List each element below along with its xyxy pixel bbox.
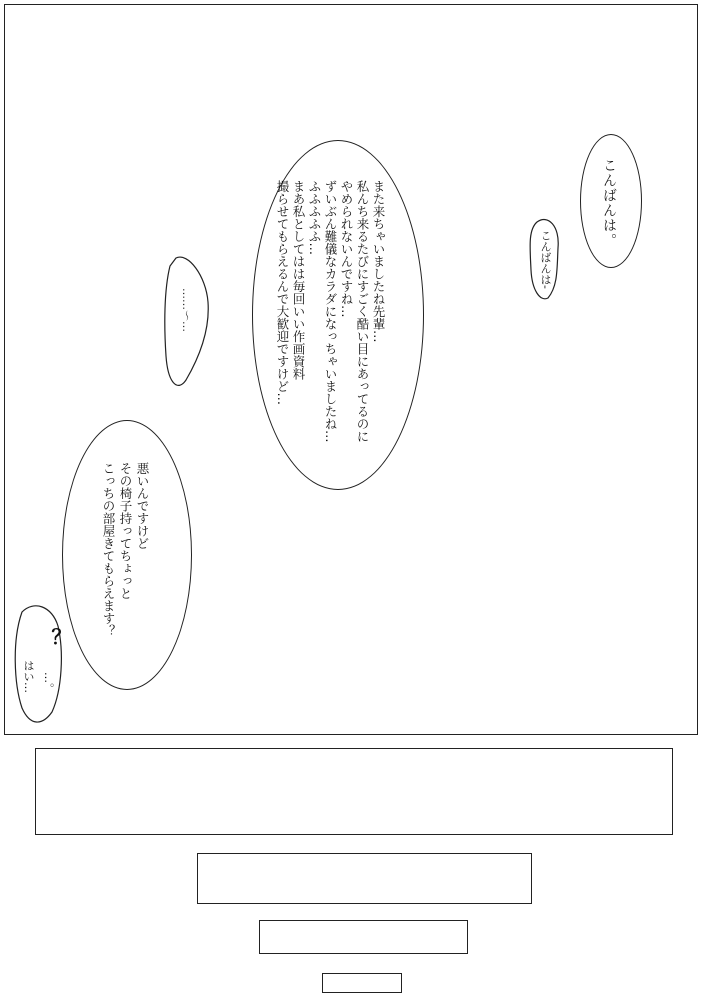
question-mark-text: ？: [38, 628, 62, 648]
greeting-text: こんばんは。: [601, 158, 617, 248]
answer-text: はい…: [22, 660, 35, 693]
answer-tail-text: …。: [42, 672, 55, 694]
greeting-reply-text: こんばんは-: [539, 230, 552, 289]
empty-panel-tiny: [322, 973, 402, 993]
empty-panel-small: [259, 920, 468, 954]
empty-panel-medium: [197, 853, 532, 904]
request-text: 悪いんですけど その椅子持ってちょっと こっちの部屋きてもらえます？: [101, 462, 150, 637]
silence-text: ……〜…: [180, 288, 193, 332]
main-speech-text: また来ちゃいましたね先輩… 私んち来るたびにすごく酷い目にあってるのに やめられないんですね… ずいぶん難儀なカラダになっちゃいましたね… ふふふふふ… まあ私としてはは毎回いい作画資料 撮らせてもらえるんで大歓迎ですけど…: [275, 180, 386, 443]
empty-panel-wide: [35, 748, 673, 835]
